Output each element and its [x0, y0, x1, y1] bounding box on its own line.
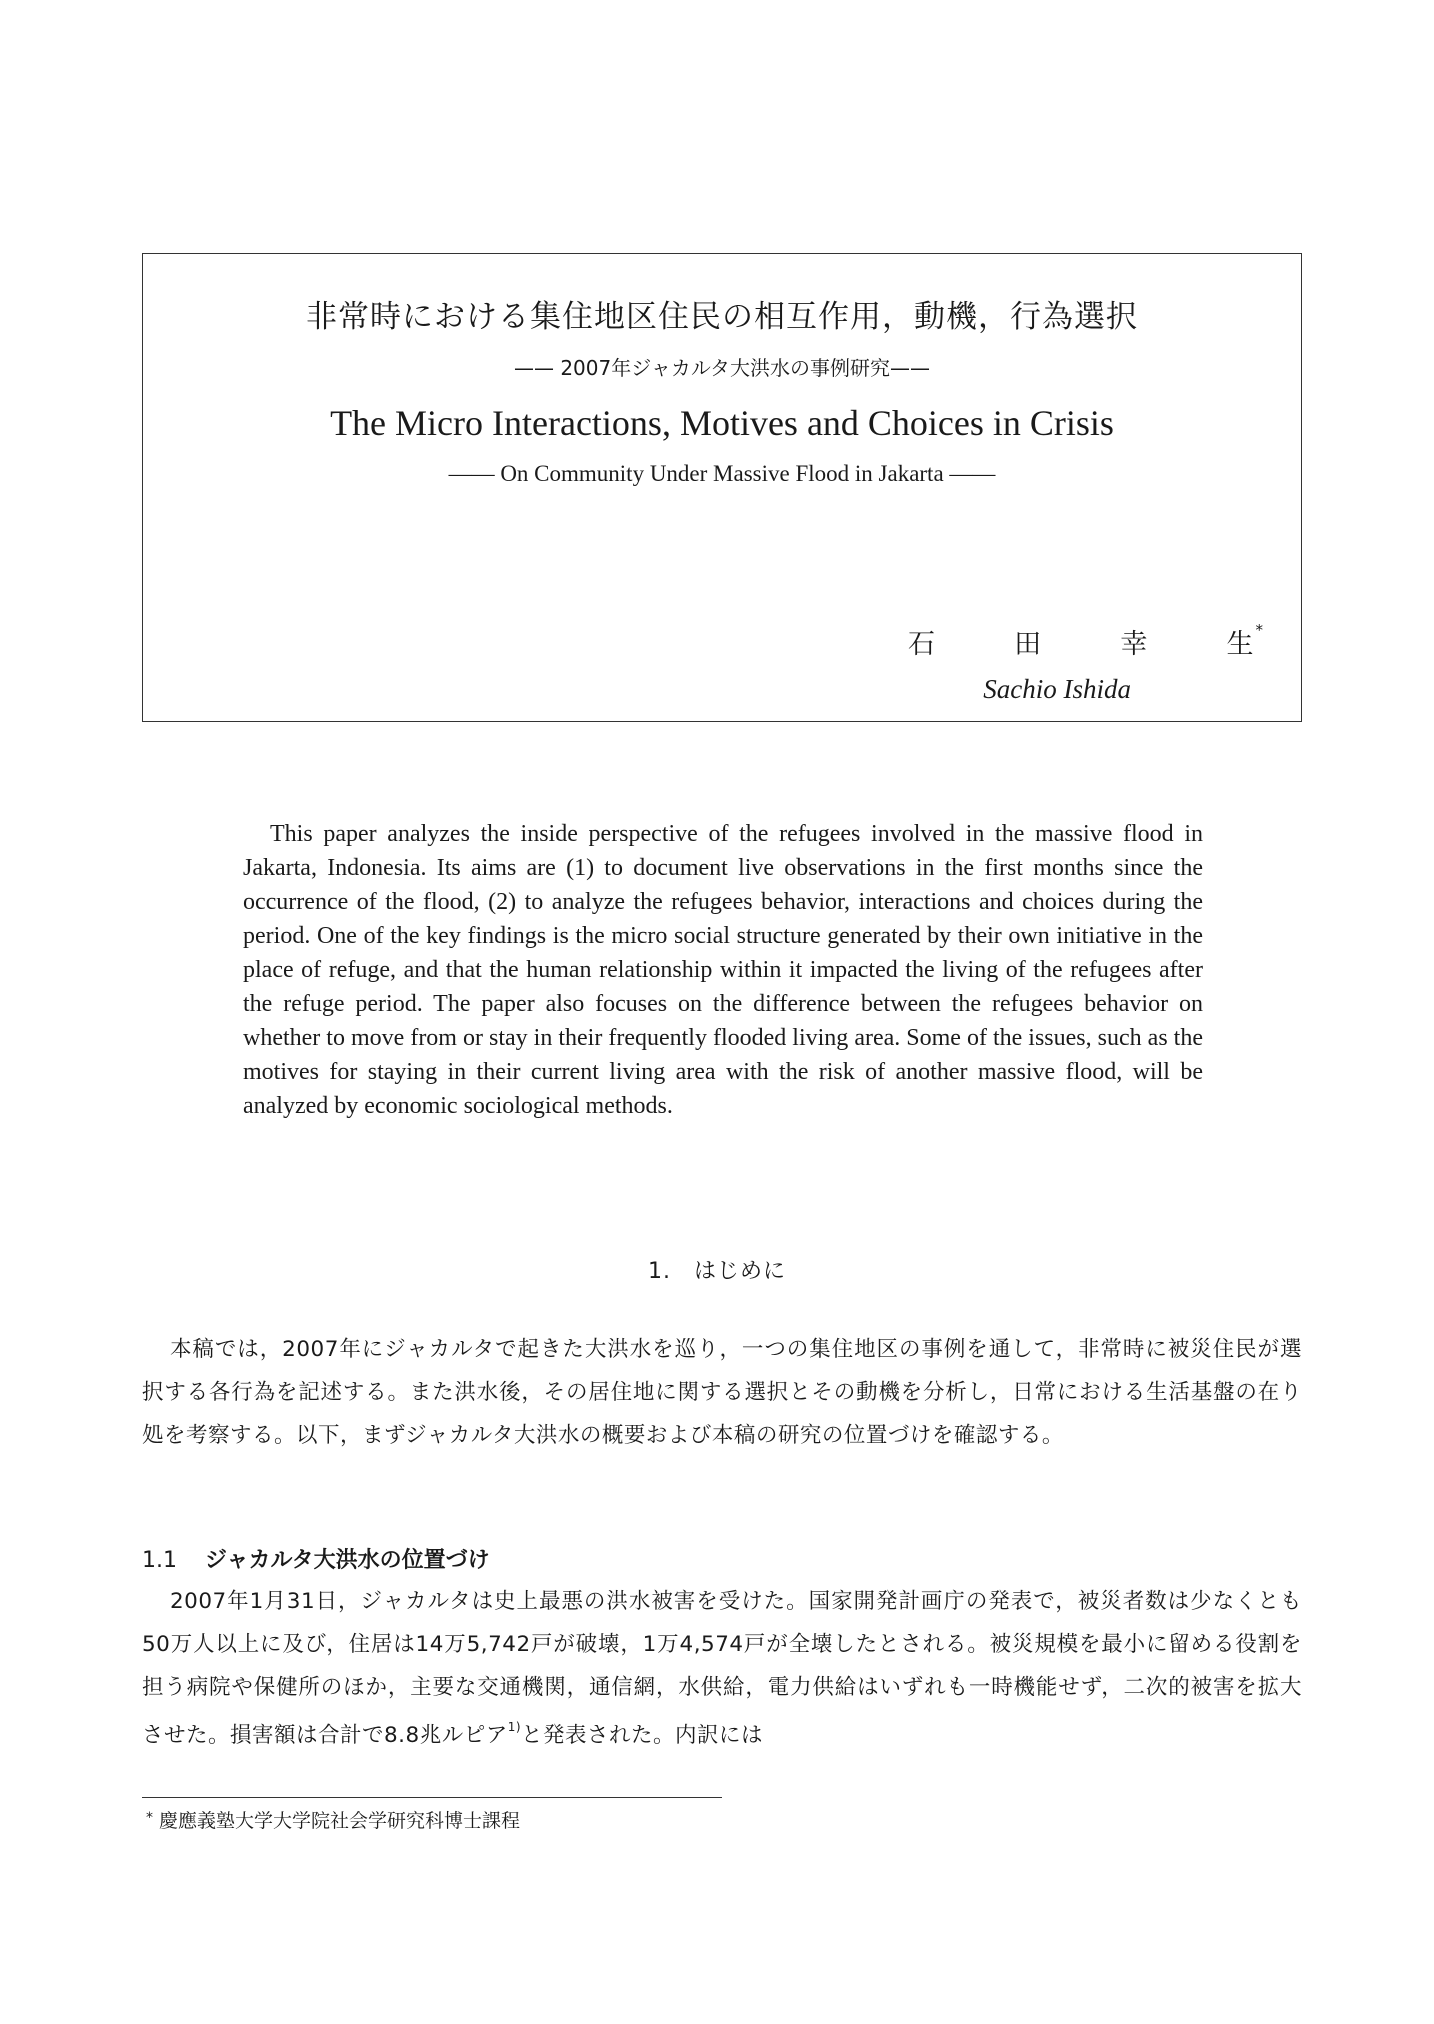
author-footnote-mark: *: [1255, 621, 1263, 639]
footnote-mark: *: [146, 1810, 153, 1826]
author-char: 田: [1014, 629, 1042, 660]
abstract: This paper analyzes the inside perspective of the refugees involved in the massive flood in Jakarta, Indonesia. Its aims are (1) to document live observations in the first months since the occurrence of the flood, (2) to analyze the refugees behavior, interactions and choices during the period. One of the key findings is the micro social structure generated by their own initiative in the place of refuge, and that the human relationship within it impacted the living of the refugees after the refuge period. The paper also focuses on the difference between the refugees behavior on whether to move from or stay in their frequently flooded living area. Some of the issues, such as the motives for staying in their current living area with the risk of another massive flood, will be analyzed by economic sociological methods.: [243, 821, 1203, 1119]
author-char: 幸: [1120, 629, 1148, 660]
subsection-title: ジャカルタ大洪水の位置づけ: [205, 1548, 490, 1573]
subsection-paragraph: [142, 1580, 1302, 1757]
paragraph-text: 2007年1月31日，ジャカルタは史上最悪の洪水被害を受けた。国家開発計画庁の発表で，被災者数は少なくとも50万人以上に及び，住居は14万5,742戸が破壊，1万4,574戸が全壊したとされる。被災規模を最小に留める役割を担う病院や保健所のほか，主要な交通機関，通信網，水供給，電力供給はいずれも一時機能せず，二次的被害を拡大させた。損害額は合計で8.8兆ルピア: [142, 1589, 1302, 1749]
author-char: [1226, 622, 1263, 661]
footnote: [146, 1806, 520, 1833]
subtitle-english: —— On Community Under Massive Flood in Jakarta ——: [448, 461, 996, 486]
intro-paragraph: 本稿では，2007年にジャカルタで起きた大洪水を巡り，一つの集住地区の事例を通して，非常時に被災住民が選択する各行為を記述する。また洪水後，その居住地に関する選択とその動機を分析し，日常における生活基盤の在り処を考察する。以下，まずジャカルタ大洪水の概要および本稿の研究の位置づけを確認する。: [142, 1337, 1302, 1448]
title-english: The Micro Interactions, Motives and Choices in Crisis: [330, 403, 1114, 443]
author-char: 石: [908, 629, 935, 660]
section-heading: 1. はじめに: [648, 1259, 786, 1284]
author-name-english: Sachio Ishida: [983, 674, 1131, 704]
footnote-text: 慶應義塾大学大学院社会学研究科博士課程: [159, 1810, 521, 1832]
subsection-heading: [142, 1543, 490, 1574]
subtitle-japanese: —— 2007年ジャカルタ大洪水の事例研究——: [513, 356, 931, 380]
title-box: [142, 253, 1302, 722]
footnote-reference[interactable]: 1): [507, 1720, 522, 1734]
footnote-divider: [142, 1797, 722, 1798]
author-name-japanese: [908, 622, 1283, 661]
subsection-number: 1.1: [142, 1548, 177, 1573]
paragraph-text-continued: と発表された。内訳には: [521, 1723, 764, 1749]
author-char-last: 生: [1226, 629, 1254, 660]
title-japanese: 非常時における集住地区住民の相互作用，動機，行為選択: [306, 299, 1138, 335]
